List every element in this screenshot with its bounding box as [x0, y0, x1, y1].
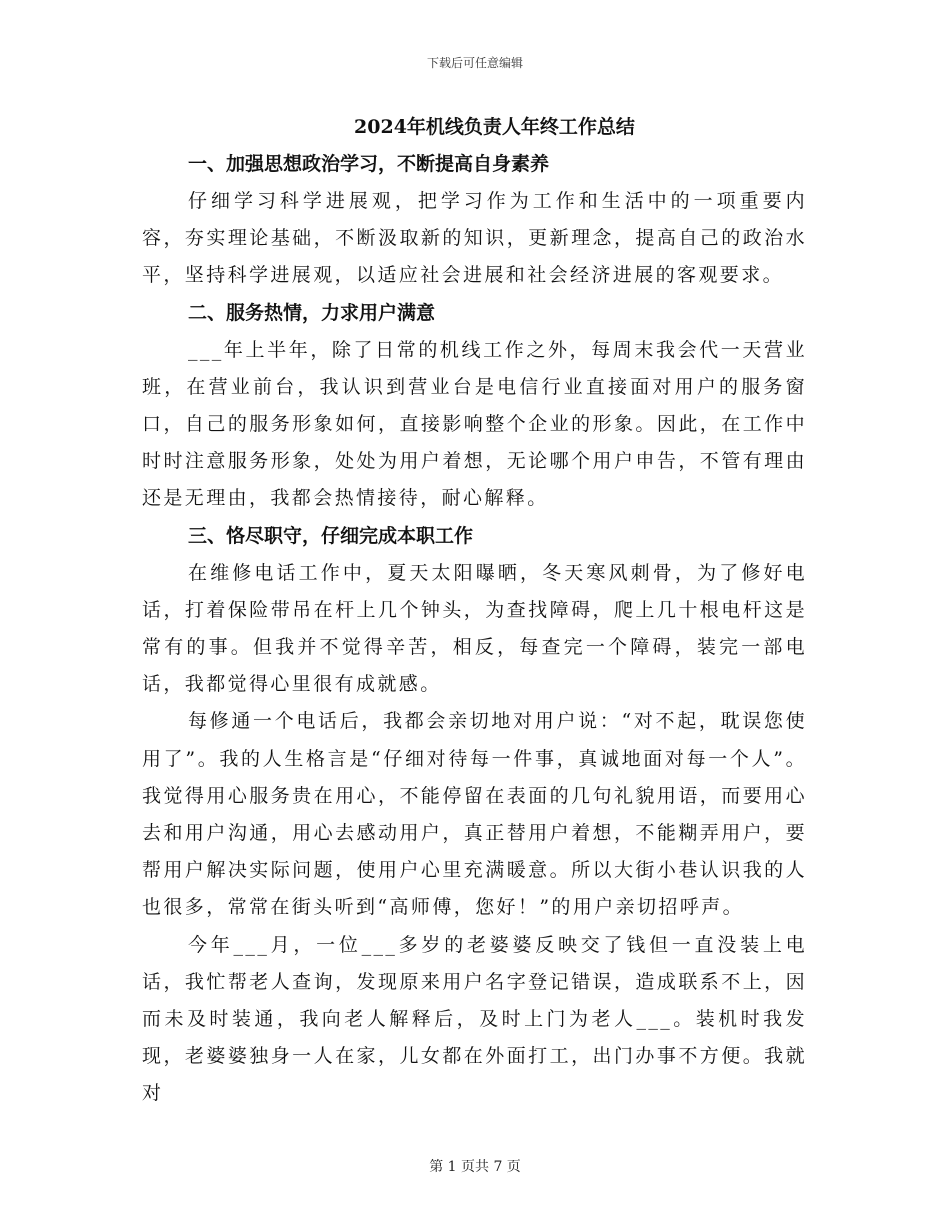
section-heading: 三、恪尽职守，仔细完成本职工作 [188, 524, 474, 547]
section-1 [142, 146, 807, 295]
section-heading: 二、服务热情，力求用户满意 [188, 301, 436, 324]
section-heading: 一、加强思想政治学习，不断提高自身素养 [188, 153, 550, 175]
document-title: 2024年机线负责人年终工作总结 [354, 116, 635, 138]
header-note: 下载后可任意编辑 [426, 56, 523, 70]
paragraph: 每修通一个电话后，我都会亲切地对用户说：“对不起，耽误您使用了”。我的人生格言是“仔细对待每一件事，真诚地面对每一个人”。我觉得用心服务贵在用心，不能停留在表面的几句礼貌用语，而要用心去和用户沟通，用心去感动用户，真正替用户着想，不能糊弄用户，要帮用户解决实际问题，使用户心里充满暖意。所以大街小巷认识我的人也很多，常常在街头听到“高师傅，您好！”的用户亲切招呼声。 [142, 710, 807, 919]
document-body [142, 108, 807, 1113]
section-2 [142, 295, 807, 518]
paragraph: 今年___月，一位___多岁的老婆婆反映交了钱但一直没装上电话，我忙帮老人查询，发现原来用户名字登记错误，造成联系不上，因而未及时装通，我向老人解释后，及时上门为老人___。装机时我发现，老婆婆独身一人在家，儿女都在外面打工，出门办事不方便。我就对 [142, 933, 807, 1105]
paragraph: 在维修电话工作中，夏天太阳曝晒，冬天寒风刺骨，为了修好电话，打着保险带吊在杆上几个钟头，为查找障碍，爬上几十根电杆这是常有的事。但我并不觉得辛苦，相反，每查完一个障碍，装完一部电话，我都觉得心里很有成就感。 [142, 561, 807, 696]
paragraph: 仔细学习科学进展观，把学习作为工作和生活中的一项重要内容，夯实理论基础，不断汲取新的知识，更新理念，提高自己的政治水平，坚持科学进展观，以适应社会进展和社会经济进展的客观要求。 [142, 190, 807, 287]
section-3 [142, 518, 807, 1113]
page-number: 第 1 页共 7 页 [429, 1159, 521, 1175]
paragraph: ___年上半年，除了日常的机线工作之外，每周末我会代一天营业班，在营业前台，我认识到营业台是电信行业直接面对用户的服务窗口，自己的服务形象如何，直接影响整个企业的形象。因此，在工作中时时注意服务形象，处处为用户着想，无论哪个用户申告，不管有理由还是无理由，我都会热情接待，耐心解释。 [142, 338, 807, 510]
